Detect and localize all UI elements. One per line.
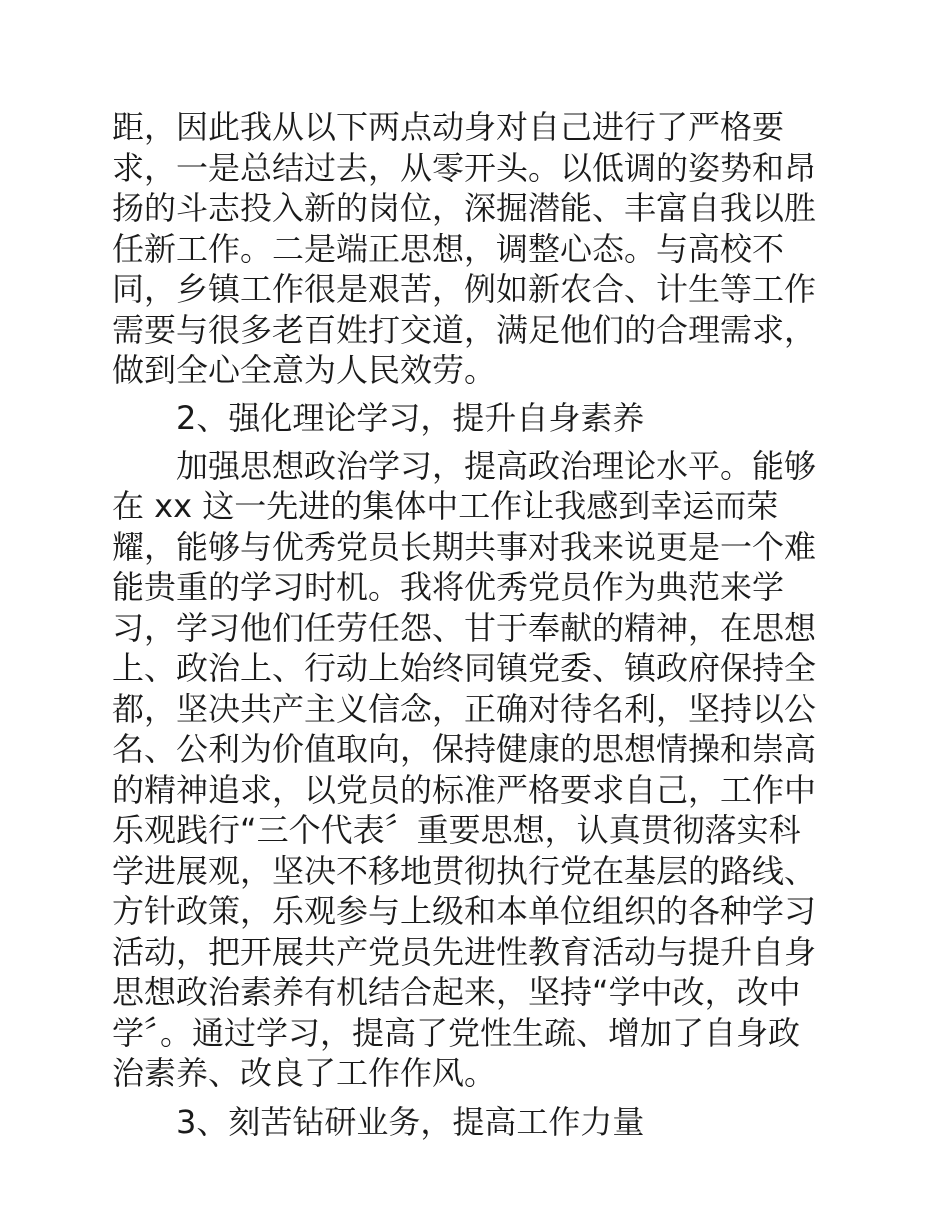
text-line: 上、政治上、行动上始终同镇党委、镇政府保持全 bbox=[112, 649, 817, 687]
text-line: 活动，把开展共产党员先进性教育活动与提升自身 bbox=[112, 932, 817, 971]
text-line: 方针政策，乐观参与上级和本单位组织的各种学习 bbox=[112, 892, 817, 930]
text-line: 学进展观，坚决不移地贯彻执行党在基层的路线、 bbox=[112, 851, 817, 890]
text-line: 扬的斗志投入新的岗位，深掘潜能、丰富自我以胜 bbox=[112, 189, 817, 227]
text-line: 能贵重的学习时机。我将优秀党员作为典范来学 bbox=[112, 568, 785, 606]
paragraph-2 bbox=[112, 446, 832, 1094]
section-heading-3: 3、刻苦钻研业务，提高工作力量 bbox=[176, 1102, 645, 1141]
text-line: 思想政治素养有机结合起来，坚持“学中改，改中 bbox=[112, 973, 801, 1011]
paragraph-1 bbox=[112, 107, 832, 391]
text-line: 治素养、改良了工作作风。 bbox=[112, 1054, 497, 1092]
text-line: 求，一是总结过去，从零开头。以低调的姿势和昂 bbox=[112, 148, 817, 187]
text-line: 习，学习他们任劳任怨、甘于奉献的精神，在思想 bbox=[112, 608, 817, 647]
document-page bbox=[112, 107, 832, 1142]
text-line: 任新工作。二是端正思想，调整心态。与高校不 bbox=[112, 229, 785, 268]
text-line: 乐观践行“三个代表〞重要思想，认真贯彻落实科 bbox=[112, 811, 801, 849]
text-line: 的精神追求，以党员的标准严格要求自己，工作中 bbox=[112, 770, 817, 809]
text-line: 在 xx 这一先进的集体中工作让我感到幸运而荣 bbox=[112, 487, 779, 525]
text-line: 需要与很多老百姓打交道，满足他们的合理需求， bbox=[112, 310, 817, 349]
text-line: 耀，能够与优秀党员长期共事对我来说更是一个难 bbox=[112, 527, 817, 566]
text-line: 名、公利为价值取向，保持健康的思想情操和崇高 bbox=[112, 730, 817, 768]
text-line: 都，坚决共产主义信念，正确对待名利，坚持以公 bbox=[112, 689, 817, 728]
text-line: 距，因此我从以下两点动身对自己进行了严格要 bbox=[112, 108, 785, 146]
text-line: 做到全心全意为人民效劳。 bbox=[112, 351, 497, 389]
text-line: 加强思想政治学习，提高政治理论水平。能够 bbox=[176, 446, 817, 485]
text-line: 同，乡镇工作很是艰苦，例如新农合、计生等工作 bbox=[112, 270, 817, 308]
section-heading-2: 2、强化理论学习，提升自身素养 bbox=[176, 398, 645, 437]
text-line: 学〞。通过学习，提高了党性生疏、增加了自身政 bbox=[112, 1013, 801, 1052]
